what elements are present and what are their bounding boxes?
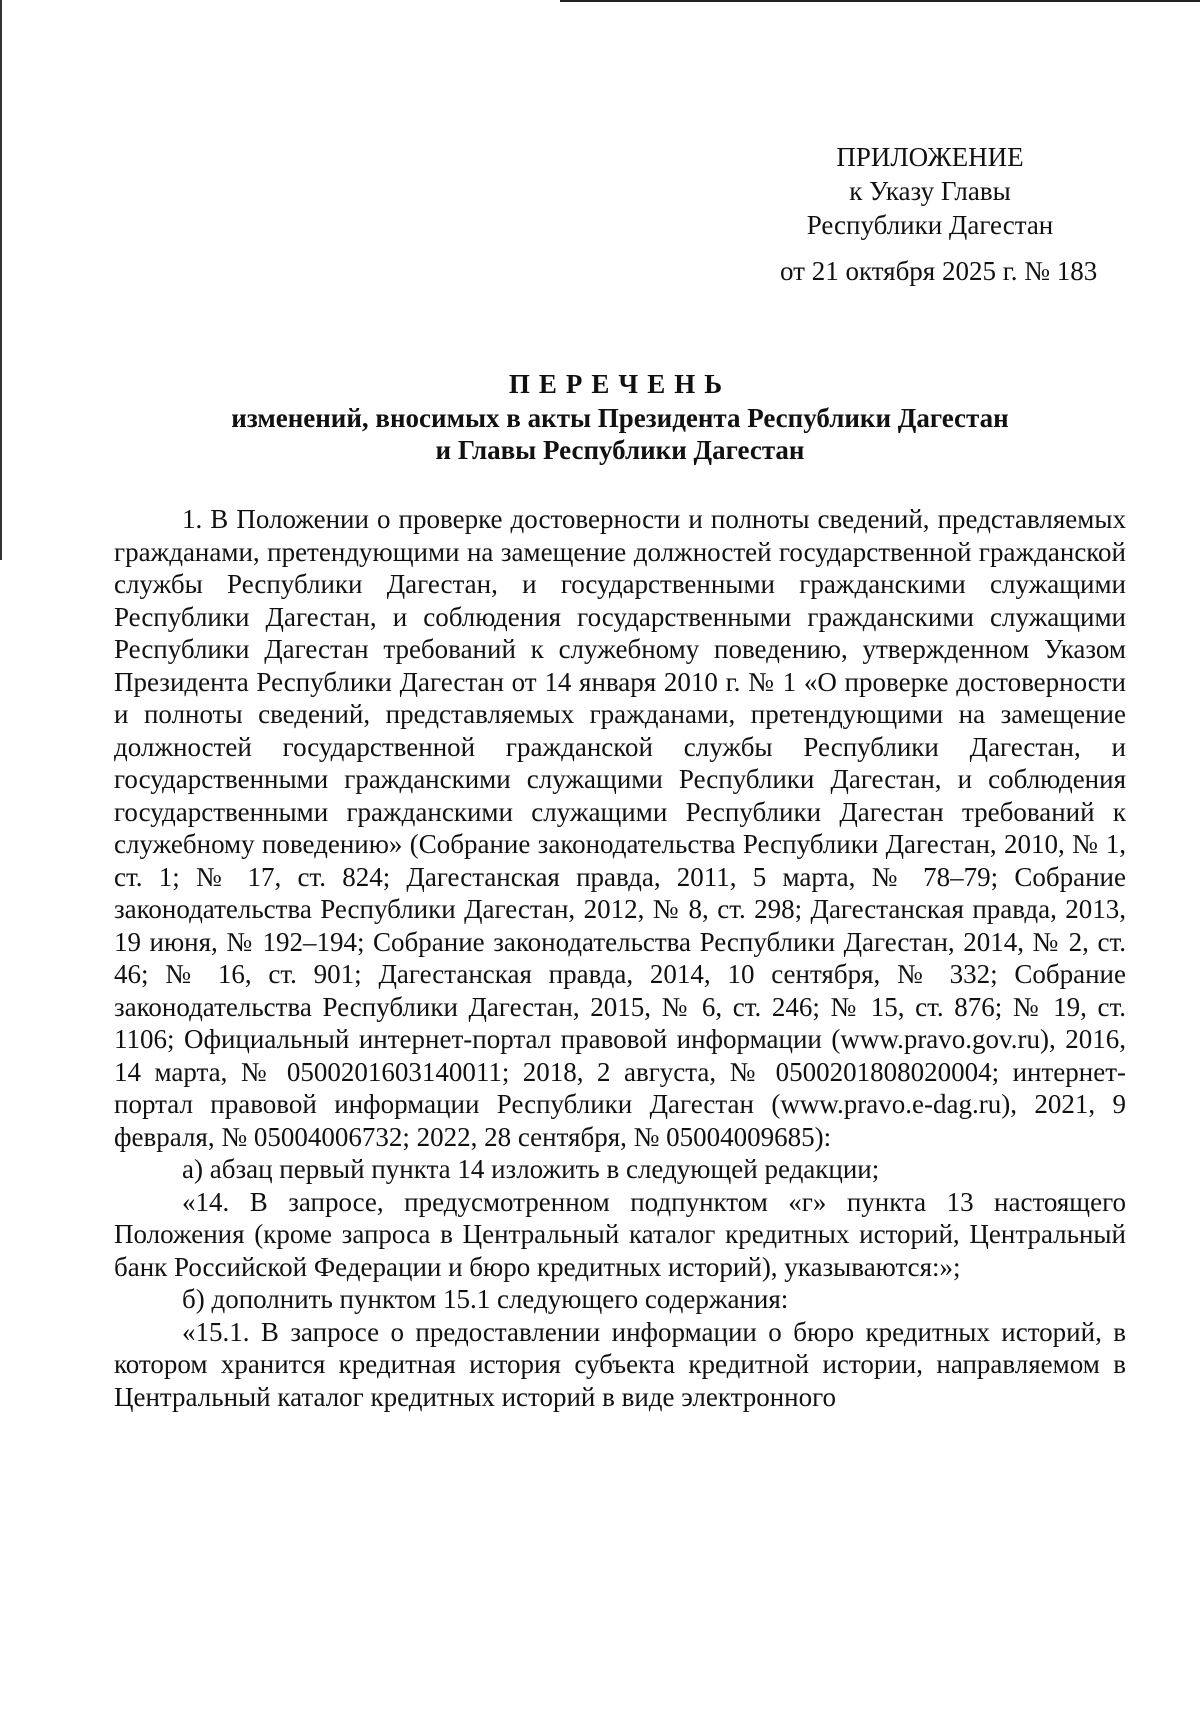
appendix-header — [740, 140, 1140, 288]
scan-edge-top — [560, 0, 1200, 2]
document-subtitle-1: изменений, вносимых в акты Президента Республики Дагестан — [231, 403, 1009, 433]
scan-edge-left — [0, 0, 2, 560]
paragraph-5: «15.1. В запросе о предоставлении информации о бюро кредитных историй, в котором хранится кредитная история субъекта кредитной истории, направляемом в Центральный каталог кредитных историй в виде электронного — [114, 1316, 1126, 1412]
document-body — [114, 503, 1126, 1413]
paragraph-1: 1. В Положении о проверке достоверности и полноты сведений, представляемых гражданами, претендующими на замещение должностей государственной гражданской службы Республики Дагестан, и государственными гражданскими служащими Республики Дагестан, и соблюдения государственными гражданскими служащими Республики Дагестан требований к служебному поведению, утвержденном Указом Президента Республики Дагестан от 14 января 2010 г. № 1 «О проверке достоверности и полноты сведений, представляемых гражданами, претендующими на замещение должностей государственной гражданской службы Республики Дагестан, и государственными гражданскими служащими Республики Дагестан, и соблюдения государственными гражданскими служащими Республики Дагестан требований к служебному поведению» (Собрание законодательства Республики Дагестан, 2010, № 1, ст. 1; № 17, ст. 824; Дагестанская правда, 2011, 5 марта, № 78–79; Собрание законодательства Республики Дагестан, 2012, № 8, ст. 298; Дагестанская правда, 2013, 19 июня, № 192–194; Собрание законодательства Республики Дагестан, 2014, № 2, ст. 46; № 16, ст. 901; Дагестанская правда, 2014, 10 сентября, № 332; Собрание законодательства Республики Дагестан, 2015, № 6, ст. 246; № 15, ст. 876; № 19, ст. 1106; Официальный интернет-портал правовой информации (www.pravo.gov.ru), 2016, 14 марта, № 0500201603140011; 2018, 2 августа, № 0500201808020004; интернет-портал правовой информации Республики Дагестан (www.pravo.e-dag.ru), 2021, 9 февраля, № 05004006732; 2022, 28 сентября, № 05004009685): — [114, 504, 1126, 1152]
paragraph-4: б) дополнить пунктом 15.1 следующего содержания: — [182, 1284, 789, 1314]
paragraph-2: а) абзац первый пункта 14 изложить в следующей редакции; — [182, 1154, 880, 1184]
appendix-date: от 21 октября 2025 г. № 183 — [780, 256, 1098, 286]
document-subtitle-2: и Главы Республики Дагестан — [435, 435, 805, 465]
document-title: ПЕРЕЧЕНЬ — [508, 369, 732, 399]
appendix-line-3: Республики Дагестан — [806, 210, 1054, 240]
appendix-title: ПРИЛОЖЕНИЕ — [836, 142, 1024, 172]
appendix-line-2: к Указу Главы — [849, 176, 1011, 206]
paragraph-3: «14. В запросе, предусмотренном подпунктом «г» пункта 13 настоящего Положения (кроме запроса в Центральный каталог кредитных историй, Центральный банк Российской Федерации и бюро кредитных историй), указываются:»; — [114, 1186, 1126, 1282]
document-heading — [120, 368, 1120, 466]
